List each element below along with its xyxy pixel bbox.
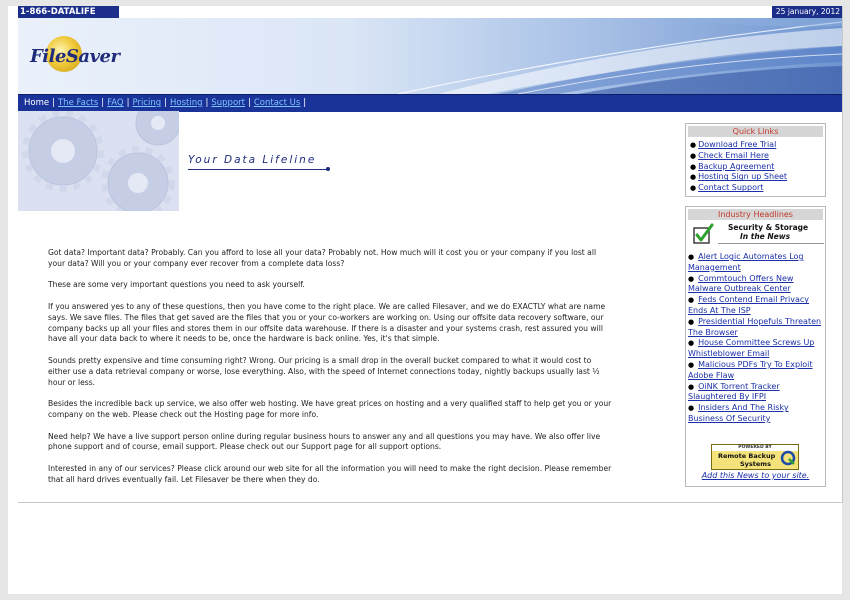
list-item [688, 317, 824, 339]
main-content [48, 248, 613, 496]
list-item [690, 140, 825, 151]
top-strip [18, 6, 842, 18]
badge-line2: Systems [740, 460, 771, 468]
nav-separator: | [205, 98, 209, 108]
remote-backup-badge[interactable] [711, 444, 799, 470]
nav-support[interactable]: Support [211, 98, 245, 108]
headline-link[interactable]: Alert Logic Automates Log Management [688, 252, 804, 272]
paragraph: Interested in any of our services? Please click around our web site for all the information you will need to make the right decision. Please remember that all hard drives eventually fail. Let Filesaver be there when they do. [48, 463, 612, 484]
nav-separator: | [164, 98, 167, 108]
badge-powered-by: POWERED BY [712, 445, 798, 451]
headline-subtitle: Security & Storage [728, 223, 809, 232]
bullet-icon: ● [688, 253, 695, 261]
quick-links-list [686, 140, 825, 194]
list-item [688, 382, 824, 404]
bullet-icon: ● [690, 141, 697, 149]
list-item [690, 151, 825, 162]
banner-graphic [18, 18, 842, 94]
headline-link[interactable]: OiNK Torrent Tracker Slaughtered By IFPI [688, 381, 780, 402]
nav-links [24, 98, 309, 108]
headline-link[interactable]: Commtouch Offers New Malware Outbreak Center [688, 273, 794, 294]
list-item [690, 162, 825, 173]
quick-links-title: Quick Links [688, 126, 823, 137]
filesaver-logo[interactable] [24, 28, 120, 80]
headline-subtitle-2: In the News [740, 232, 791, 241]
industry-headlines-title: Industry Headlines [688, 209, 823, 220]
bullet-icon: ● [690, 173, 697, 182]
paragraph: Need help? We have a live support person online during regular business hours to answer any and all questions you may have. We also offer live phone support and of course, email support. Please check out our Support page for all support options. [48, 431, 601, 452]
content-frame [18, 6, 843, 503]
headlines-list [688, 252, 824, 425]
logo-text: FileSaver [30, 46, 120, 67]
nav-separator: | [247, 98, 251, 108]
nav-separator: | [126, 98, 130, 108]
nav-home[interactable]: Home [24, 98, 50, 108]
nav-contact-us[interactable]: Contact Us [253, 98, 301, 108]
bullet-icon: ● [690, 184, 697, 193]
gears-icon [18, 111, 179, 211]
current-date: 25 january, 2012 [772, 6, 842, 18]
paragraph: Got data? Important data? Probably. Can you afford to lose all your data? Probably not. How much will it cost you or your company if you lost all your data? Will you or your company ever recover from a complete data loss? [48, 248, 597, 268]
bullet-icon: ● [690, 162, 697, 171]
headline-link[interactable]: House Committee Screws Up Whistleblower Email [688, 338, 815, 359]
headline-link[interactable]: Malicious PDFs Try To Exploit Adobe Flaw [688, 359, 813, 380]
add-news-link-wrap [686, 471, 825, 480]
list-item [690, 172, 825, 183]
bullet-icon: ● [688, 382, 695, 391]
divider [718, 243, 824, 244]
bullet-icon: ● [688, 317, 695, 326]
list-item [688, 252, 824, 274]
headline-link[interactable]: Insiders And The Risky Business Of Security [688, 403, 789, 423]
tagline-underline [188, 169, 328, 170]
gears-image [18, 111, 179, 211]
paragraph: These are some very important questions you need to ask yourself. [48, 280, 305, 290]
nav-separator: | [52, 98, 55, 108]
nav-separator: | [101, 98, 105, 108]
main-nav [18, 94, 842, 112]
list-item [690, 183, 825, 194]
quick-link-download-free-trial[interactable]: Download Free Trial [698, 140, 777, 149]
headline-link[interactable]: Feds Contend Email Privacy Ends At The ISP [688, 295, 809, 315]
bullet-icon: ● [688, 360, 695, 369]
nav-the-facts[interactable]: The Facts [57, 98, 99, 108]
phone-number: 1-866-DATALIFE [18, 6, 119, 18]
bullet-icon: ● [688, 339, 695, 348]
bullet-icon: ● [690, 151, 697, 160]
nav-faq[interactable]: FAQ [107, 98, 124, 108]
quick-links-box [685, 123, 826, 197]
badge-line1: Remote Backup [718, 452, 776, 460]
nav-hosting[interactable]: Hosting [170, 98, 203, 108]
badge-swirl-icon [780, 450, 796, 466]
list-item [688, 403, 824, 425]
header-banner [18, 18, 842, 94]
tagline: Your Data Lifeline [188, 154, 317, 166]
industry-headlines-box [685, 206, 826, 487]
list-item [688, 295, 824, 317]
list-item [688, 338, 824, 360]
paragraph: Besides the incredible back up service, we also offer web hosting. We have great prices on hosting and a very qualified staff to help get you or your company on the web. Please check out the Hosting page for more info. [48, 399, 612, 419]
bullet-icon: ● [688, 274, 695, 283]
paragraph: If you answered yes to any of these questions, then you have come to the right place. We are called Filesaver, and we do EXACTLY what are name says. We save files. The files that get saved are the files that you or your co-workers are working on. Using our offsite data recovery software, our company backs up all your files and stores them in our offsite data warehouse. If there is a disaster and your systems crash, rest assured you will have all your data back to where it needs to be, once the hardware is back online. Yes, it's that simple. [48, 301, 606, 344]
security-storage-header [692, 223, 820, 249]
quick-link-check-email[interactable]: Check Email Here [698, 150, 769, 160]
headline-link[interactable]: Presidential Hopefuls Threaten The Browser [688, 316, 822, 337]
quick-link-contact-support[interactable]: Contact Support [698, 183, 764, 193]
bullet-icon: ● [688, 296, 695, 305]
quick-link-hosting-signup[interactable]: Hosting Sign up Sheet [698, 172, 788, 182]
bullet-icon: ● [688, 404, 695, 413]
paragraph: Sounds pretty expensive and time consuming right? Wrong. Our pricing is a small drop in the overall bucket compared to what it would cost to either use a data retrieval company or worse, lose everything. Also, with the speed of Internet connections today, nightly backups usually last ½ hour or less. [48, 355, 600, 387]
tagline-dot [326, 167, 330, 171]
list-item [688, 360, 824, 382]
add-news-link[interactable]: Add this News to your site. [701, 471, 810, 480]
nav-separator: | [303, 98, 307, 108]
nav-pricing[interactable]: Pricing [132, 98, 162, 108]
page [8, 6, 842, 594]
quick-link-backup-agreement[interactable]: Backup Agreement [698, 161, 775, 171]
checkmark-icon [692, 223, 714, 245]
list-item [688, 274, 824, 296]
